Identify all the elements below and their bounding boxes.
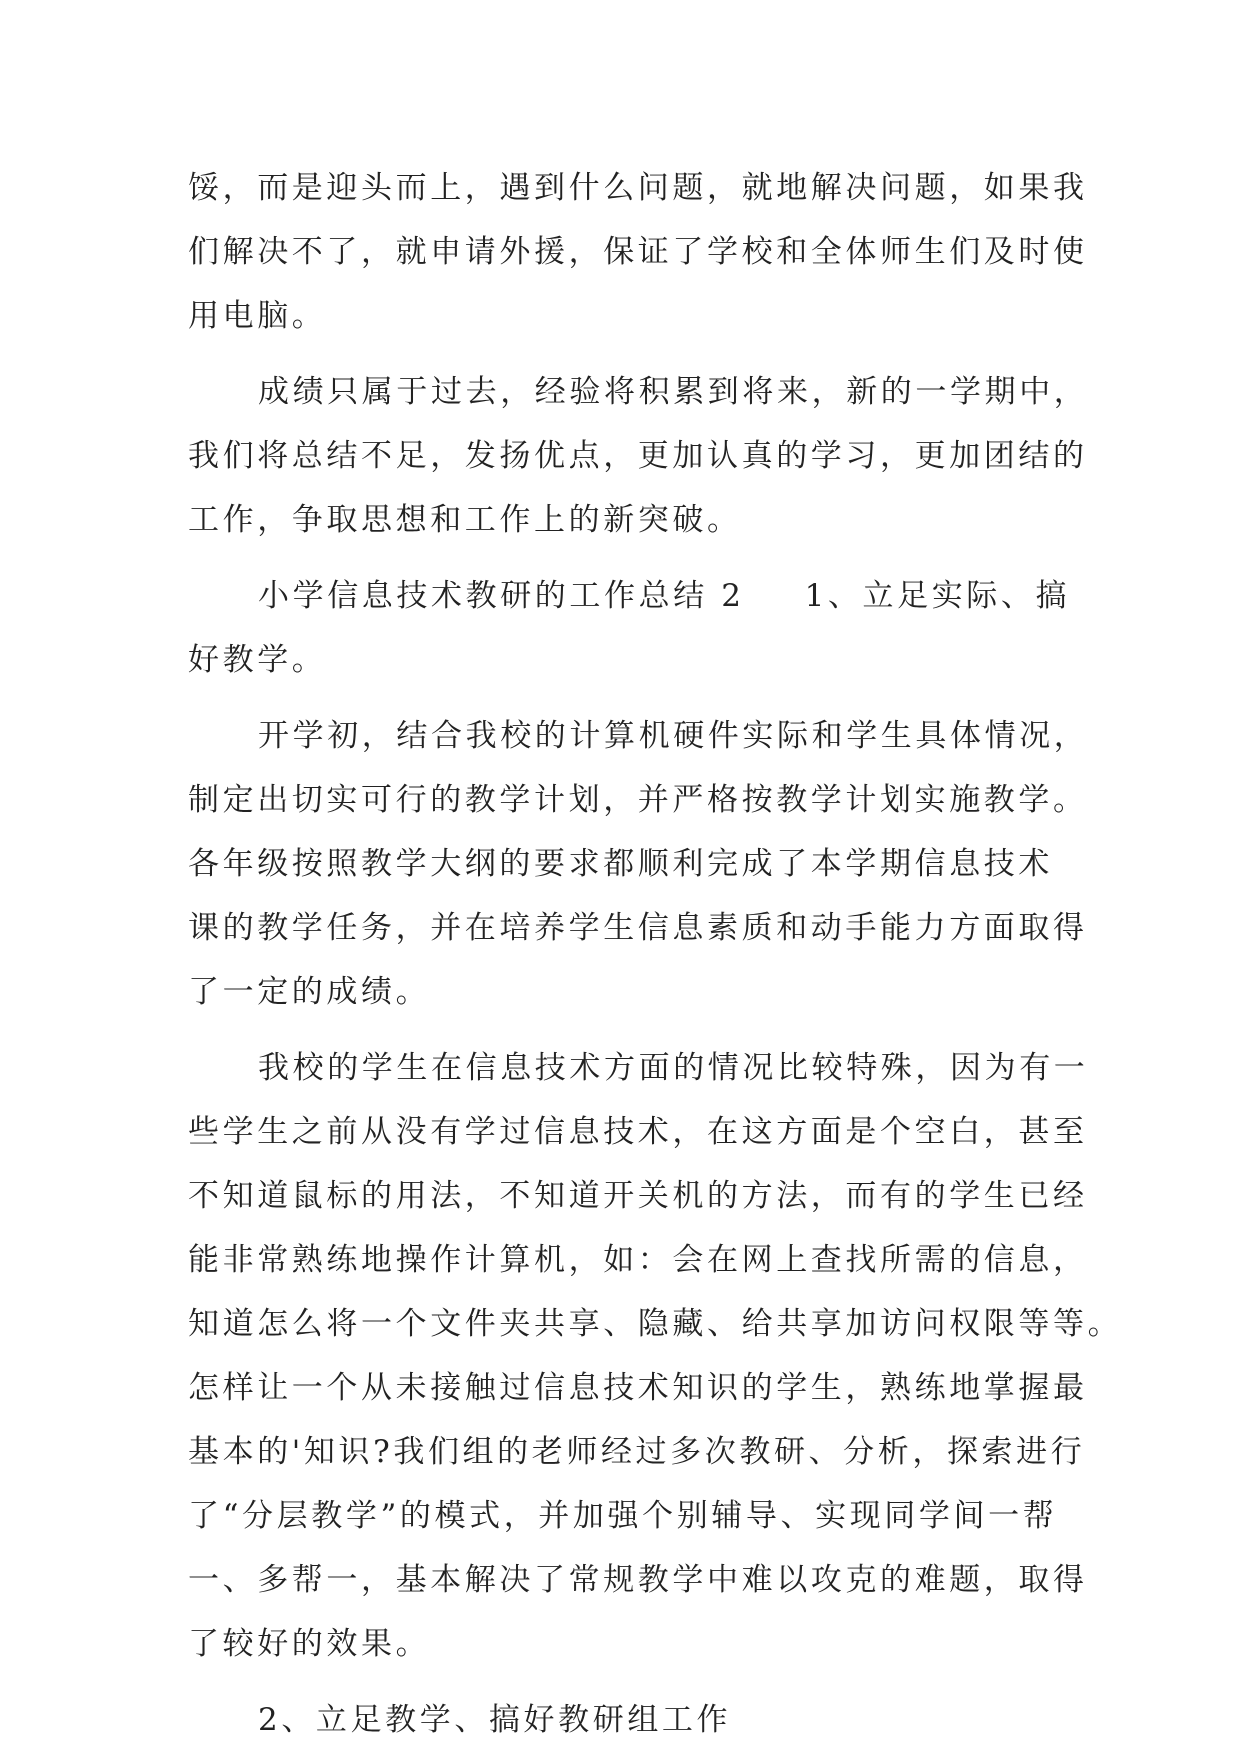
text-line: 工作，争取思想和工作上的新突破。 — [188, 502, 742, 538]
text-line: 各年级按照教学大纲的要求都顺利完成了本学期信息技术 — [188, 846, 1053, 882]
text-line: 能非常熟练地操作计算机，如：会在网上查找所需的信息， — [188, 1242, 1088, 1278]
paragraph-first-line: 开学初，结合我校的计算机硬件实际和学生具体情况， — [258, 718, 1089, 754]
text-line: 课的教学任务，并在培养学生信息素质和动手能力方面取得 — [188, 910, 1088, 946]
text-line: 我们将总结不足，发扬优点，更加认真的学习，更加团结的 — [188, 438, 1088, 474]
text-line: 基本的'知识?我们组的老师经过多次教研、分析，探索进行 — [188, 1434, 1086, 1470]
subsection-heading: 2、立足教学、搞好教研组工作 — [258, 1702, 732, 1738]
document-body — [188, 156, 1123, 1752]
text-line: 了“分层教学”的模式，并加强个别辅导、实现同学间一帮 — [188, 1498, 1058, 1534]
text-line: 了一定的成绩。 — [188, 974, 431, 1010]
text-line: 们解决不了，就申请外援，保证了学校和全体师生们及时使 — [188, 234, 1088, 270]
paragraph-first-line: 成绩只属于过去，经验将积累到将来，新的一学期中， — [258, 374, 1089, 410]
section-heading-line — [188, 564, 1071, 628]
subsection-title: 1、立足实际、搞 — [804, 578, 1071, 614]
text-line: 怎样让一个从未接触过信息技术知识的学生，熟练地掌握最 — [188, 1370, 1088, 1406]
text-line: 用电脑。 — [188, 298, 327, 334]
text-line: 好教学。 — [188, 642, 327, 678]
text-line: 不知道鼠标的用法，不知道开关机的方法，而有的学生已经 — [188, 1178, 1088, 1214]
section-title: 小学信息技术教研的工作总结 2 — [258, 578, 745, 614]
text-line: 制定出切实可行的教学计划，并严格按教学计划实施教学。 — [188, 782, 1088, 818]
text-line: 了较好的效果。 — [188, 1626, 431, 1662]
text-line: 一、多帮一，基本解决了常规教学中难以攻克的难题，取得 — [188, 1562, 1088, 1598]
text-line: 馁，而是迎头而上，遇到什么问题，就地解决问题，如果我 — [188, 170, 1088, 206]
text-line: 些学生之前从没有学过信息技术，在这方面是个空白，甚至 — [188, 1114, 1088, 1150]
text-line: 知道怎么将一个文件夹共享、隐藏、给共享加访问权限等等。 — [188, 1306, 1123, 1342]
paragraph-first-line: 我校的学生在信息技术方面的情况比较特殊，因为有一 — [258, 1050, 1089, 1086]
